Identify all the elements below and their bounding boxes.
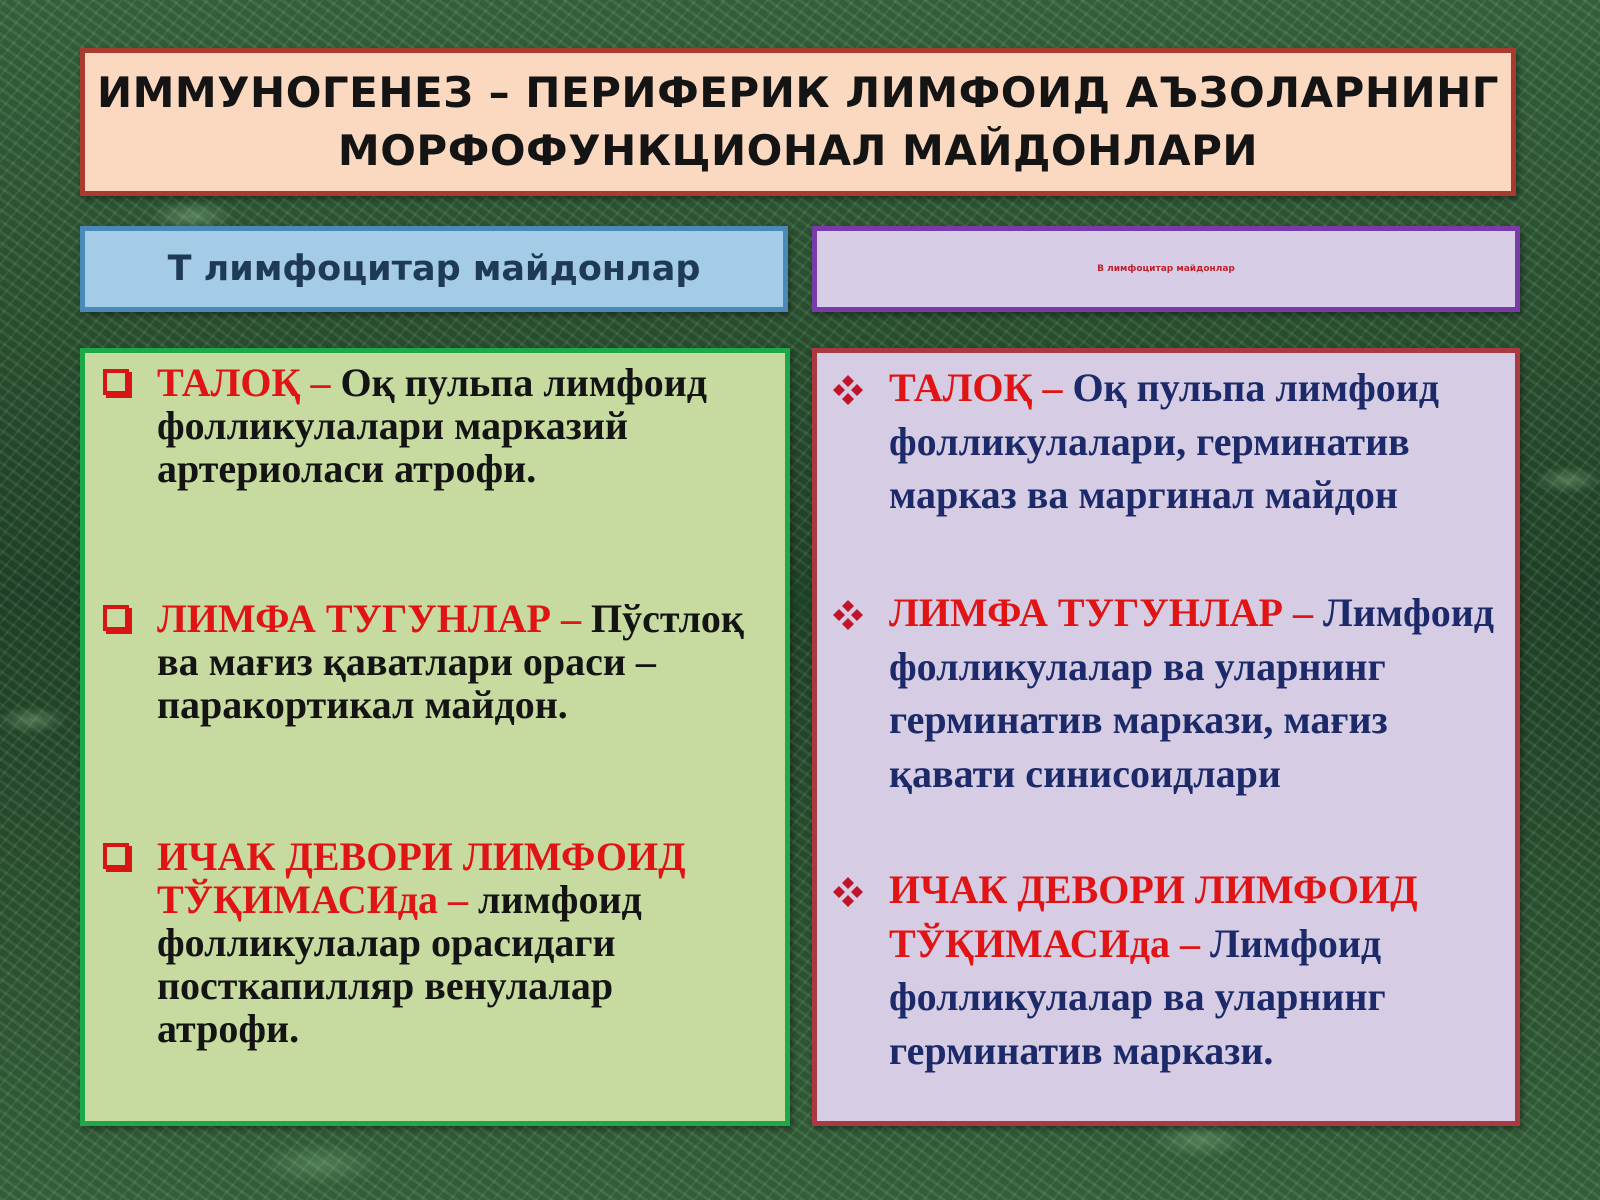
t-zone-text: Оқ пульпа лимфоид фолликулалари марказий артериоласи атрофи. <box>157 360 708 491</box>
b-zone-text: Оқ пульпа лимфоид фолликулалари, герминатив марказ ва маргинал майдон <box>889 365 1440 517</box>
four-diamond-icon <box>831 875 865 909</box>
title-line-1: ИММУНОГЕНЕЗ – ПЕРИФЕРИК ЛИМФОИД АЪЗОЛАРНИНГ <box>96 68 1500 117</box>
b-zone-item-lymph-nodes <box>889 586 1501 800</box>
slide-title <box>97 64 1499 180</box>
b-zones-panel <box>812 348 1520 1126</box>
b-zone-text: Лимфоид фолликулалар ва уларнинг герминатив маркази, мағиз қавати синисоидлари <box>889 590 1495 796</box>
checkbox-square-icon <box>103 843 129 869</box>
b-zone-text: Лимфоид фолликулалар ва уларнинг герминатив маркази. <box>889 920 1386 1073</box>
checkbox-square-icon <box>103 605 129 631</box>
t-lymphocyte-header <box>80 226 788 312</box>
t-zone-term: ЛИМФА ТУГУНЛАР – <box>157 596 591 641</box>
b-zone-item-intestine <box>889 863 1501 1077</box>
checkbox-square-icon <box>103 369 129 395</box>
b-zone-item-spleen <box>889 361 1501 522</box>
b-lymphocyte-header <box>812 226 1520 312</box>
b-zone-term: ЛИМФА ТУГУНЛАР – <box>889 590 1323 635</box>
t-zone-item-lymph-nodes <box>157 597 765 726</box>
b-zone-term: ИЧАК ДЕВОРИ ЛИМФОИД ТЎҚИМАСИда – <box>889 867 1418 966</box>
slide-title-box <box>80 48 1516 196</box>
four-diamond-icon <box>831 598 865 632</box>
t-lymphocyte-header-label: Т лимфоцитар майдонлар <box>167 249 701 289</box>
b-zone-term: ТАЛОҚ – <box>889 365 1073 410</box>
title-line-2: МОРФОФУНКЦИОНАЛ МАЙДОНЛАРИ <box>337 126 1259 175</box>
t-zone-text: лимфоид фолликулалар орасидаги посткапилляр венулалар атрофи. <box>157 877 642 1051</box>
t-zone-text: Пўстлоқ ва мағиз қаватлари ораси – паракортикал майдон. <box>157 596 744 727</box>
b-lymphocyte-header-label: В лимфоцитар майдонлар <box>1097 264 1235 274</box>
t-zone-item-intestine <box>157 835 765 1050</box>
t-zones-panel <box>80 348 790 1126</box>
t-zone-term: ТАЛОҚ – <box>157 360 341 405</box>
four-diamond-icon <box>831 373 865 407</box>
t-zone-term: ИЧАК ДЕВОРИ ЛИМФОИД ТЎҚИМАСИда – <box>157 834 686 922</box>
t-zone-item-spleen <box>157 361 765 490</box>
